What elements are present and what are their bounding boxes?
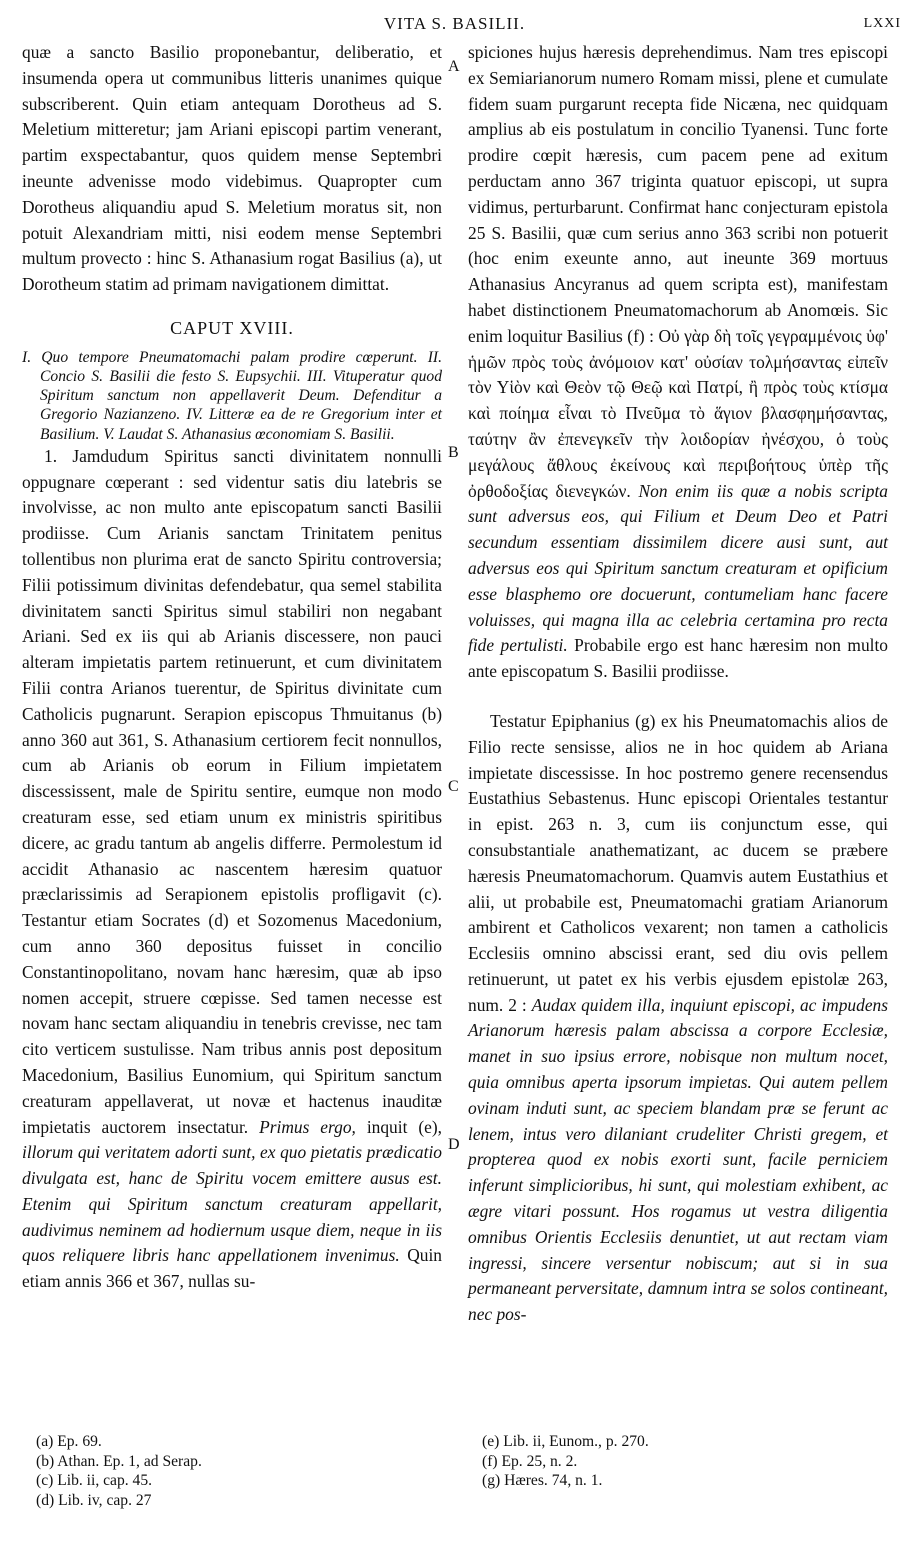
right-paragraph-1 [468, 40, 888, 685]
footnote: (a) Ep. 69. [36, 1433, 102, 1450]
right-paragraph-1-tail: Probabile ergo est hanc hæresim non multo ante episcopatum S. Basilii prodiisse. [468, 635, 888, 682]
running-title: VITA S. BASILII. [383, 14, 526, 33]
footnotes-left [36, 1432, 416, 1510]
right-paragraph-2-text: Testatur Epiphanius (g) ex his Pneumatomachis alios de Filio recte sensisse, alios ne in hoc quidem ab Ariana impietate discessisse. In hoc postremo genere recensendus Eustathius Sebastenus. Hunc episcopi Orientales testantur in epist. 263 n. 3, cum iis conjunctum esse, qui consubstantiale anathematizant, ac ducem se præbere hæresis Pneumatomachorum. Quamvis autem Eustathius et alii, ut probabile est, Pneumatomachi gratiam Arianorum ambirent et Catholicos vexarent; non tamen a catholicis Ecclesiis omnino abscissi erant, sed diu ovis pellem retinuerunt, ut patet ex his verbis ejusdem epistolæ 263, num. 2 : [468, 710, 888, 1015]
right-paragraph-2 [468, 709, 888, 1328]
margin-marker-c: C [448, 778, 459, 795]
chapter-heading: CAPUT XVIII. [170, 317, 294, 338]
left-quote-lead: Primus ergo, [248, 1116, 356, 1137]
page-header [0, 0, 909, 44]
left-paragraph-2-text: 1. Jamdudum Spiritus sancti divinitatem nonnulli oppugnare cœperant : sed videntur satis diu latebris se involvisse, ac non multo ante episcopatum sancti Basilii prodiisse. Cum Arianis sanctam Trinitatem penitus tollentibus non plurima erat de sancto Spiritu controversia; Filii potissimum divinitas defendebatur, qua semel stabilita divinitatem sancti Spiritus simul stabiliri non negabant Ariani. Sed ex iis qui ab Arianis discessere, non pauci alteram impietatis partem retinuerunt, et cum divinitatem Filii contra Arianos tuerentur, de Spiritus divinitate cum Catholicis pugnarunt. Serapion episcopus Thmuitanus (b) anno 360 aut 361, S. Athanasium certiorem fecit nonnullos, cum ab Arianis ob eorum in Filium impietatem discessissent, male de Spiritu sentire, eumque non modo creaturam esse, sed etiam unum ex ministris spiritibus dicere, ac gradu tantum ab angelis differre. Permolestum id accidit Athanasio ac nascentem hæresim quatuor præclarissimis ad Serapionem epistolis profligavit (c). Testantur etiam Socrates (d) et Sozomenus Macedonium, cum anno 360 depositus fuisset in concilio Constantinopolitano, novam hanc hæresim, quæ ab ipso nomen accepit, struere cœpisse. Sed tamen necesse est novam hanc sectam aliquandiu in tenebris crevisse, nec tam cito verticem sustulisse. Nam tribus annis post depositum Macedonium, Basilius Eunomium, qui Spiritum sanctum creaturam appellaverat, ut novæ et hactenus inauditæ impietatis auctorem insectatur. [22, 445, 442, 1137]
left-quote: illorum qui veritatem adorti sunt, ex quo pietatis prædicatio divulgata est, hanc de Spiritu vocem emittere ausus est. Etenim qui Spiritum sanctum creaturam appellarit, audivimus neminem ad hodiernum usque diem, neque in iis quos reliquere libris hanc appellationem invenimus. [22, 1142, 442, 1266]
paragraph-gap [468, 685, 888, 709]
left-paragraph-2-tail: Quin etiam annis 366 et 367, nullas su- [22, 1245, 442, 1292]
right-paragraph-1-text: spiciones hujus hæresis deprehendimus. Nam tres episcopi ex Semiarianorum numero Romam missi, plene et cumulate fidem suam purgarunt recepta fide Nicæna, nec quidquam amplius ab eis postulatum in concilio Tyanensi. Tunc forte prodire cœpit hæresis, cum pacem pene ad exitum perductam anno 367 triginta quatuor episcopi, ut supra vidimus, perturbarunt. Confirmat hanc conjecturam epistola 25 S. Basilii, quæ cum serius anno 363 scribi non potuerit (hoc enim exeunte anno, aut ineunte 369 mortuus Athanasius Ancyranus ad quem scripta est), manifestam habet distinctionem Pneumatomachorum ab Anomœis. Sic enim loquitur Basilius (f) : [468, 42, 888, 346]
margin-marker-b: B [448, 444, 459, 461]
footnote: (g) Hæres. 74, n. 1. [482, 1472, 603, 1490]
page-number: LXXI [863, 16, 901, 31]
left-paragraph-1: quæ a sancto Basilio proponebantur, deliberatio, et insumenda opera ut communibus litteris unanimes quique subscriberent. Quin etiam antequam Dorotheus ad S. Meletium mitteretur; jam Ariani episcopi partim venerant, partim exspectabantur, quos quidem mense Septembri ineunte advenisse modo videbimus. Quapropter cum Dorotheus aliquandiu apud S. Meletium moratus sit, non potuit Alexandriam mitti, nisi eodem mense Septembri multum provecto : hinc S. Athanasium rogat Basilius (a), ut Dorotheum statim ad primam navigationem dimittat. [22, 42, 442, 295]
footnote: (c) Lib. ii, cap. 45. [36, 1472, 153, 1490]
latin-translation: Non enim iis quæ a nobis scripta sunt adversus eos, qui Filium et Deum Deo et Patri secundum essentiam dissimilem dicere ausi sunt, aut adversus eos qui Spiritum sanctum creaturam et opificium esse blasphemo ore docuerunt, contumeliam hanc facere voluisses, qui magna illa ac celebria certamina pro recta fide pertulisti. [468, 480, 888, 656]
left-paragraph-2 [22, 444, 442, 1295]
footnote: (d) Lib. iv, cap. 27 [36, 1491, 152, 1509]
left-column [22, 40, 442, 1295]
footnotes-right [482, 1432, 862, 1491]
left-inquit: inquit (e), [355, 1116, 442, 1137]
greek-quote: Οὐ γὰρ δὴ τοῖς γεγραμμένοις ὑφ' ἡμῶν πρὸς τοὺς ἀνόμοιον κατ' οὐσίαν τολμήσαντας εἰπεῖν τὸν Υἱὸν καὶ Θεὸν τῷ Θεῷ καὶ Πατρί, ἢ πρὸς τοὺς κτίσμα καὶ ποίημα εἶναι τὸ Πνεῦμα τὸ ἅγιον βλασφημήσαντας, ταύτην ἂν ἐπενεγκεῖν τὴν λοιδορίαν ἠνέσχου, ὁ τοὺς μεγάλους ἄθλους ἐκείνους καὶ περιβοήτους ὑπὲρ τῆς ὀρθοδοξίας διενεγκών. [468, 325, 888, 501]
right-quote: Audax quidem illa, inquiunt episcopi, ac impudens Arianorum hæresis palam abscissa a corpore Ecclesiæ, manet in suo ipsius errore, nobisque non multum nocet, quia omnibus aperta ipsorum impietas. Qui autem pellem ovinam induti sunt, ac speciem blandam præ se ferunt ac lenem, intus vero dilaniant crudeliter Christi gregem, et propterea quod ex nobis exorti sunt, facile perniciem inferunt simplicioribus, hi sunt, qui molestiam exhibent, ac ægre vitari possunt. Hos rogamus ut vestra diligentia omnibus Orientis Ecclesiis denuntiet, ut aut rectam viam ingressi, sincere versentur nobiscum; aut si in sua permaneant perversitate, damnum intra se solos contineant, nec pos- [468, 994, 889, 1325]
footnote: (f) Ep. 25, n. 2. [482, 1452, 578, 1470]
footnote: (e) Lib. ii, Eunom., p. 270. [482, 1433, 649, 1450]
right-column [468, 40, 888, 1328]
margin-marker-d: D [448, 1136, 460, 1153]
margin-marker-a: A [448, 58, 460, 75]
chapter-summary: I. Quo tempore Pneumatomachi palam prodire cœperunt. II. Concio S. Basilii die festo S. Eupsychii. III. Vituperatur quod Spiritum sanctum non appellaverit Deum. Defenditur a Gregorio Nazianzeno. IV. Litteræ ea de re Gregorium inter et Basilium. V. Laudat S. Athanasius œconomiam S. Basilii. [22, 348, 442, 443]
footnote: (b) Athan. Ep. 1, ad Serap. [36, 1452, 202, 1470]
